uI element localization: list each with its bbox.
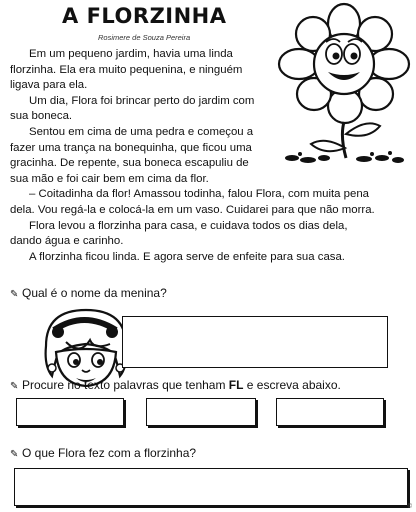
question-2-highlight: FL [228, 378, 244, 392]
pencil-icon: ✎ [10, 449, 19, 460]
question-2 [10, 378, 341, 392]
story-line: sua boneca. [10, 110, 73, 123]
story-line: florzinha. Ela era muito pequenina, e ninguém [10, 63, 243, 76]
story-line: Flora levou a florzinha para casa, e cuidava todos os dias dela, [29, 219, 348, 232]
question-3 [10, 446, 196, 460]
question-2-text: Procure no texto palavras que tenham [22, 378, 229, 392]
question-2-text-end: e escreva abaixo. [243, 378, 341, 392]
answer-box-fl-word-2[interactable] [146, 398, 256, 426]
story-line: sua mão e foi cair bem em cima da flor. [10, 172, 209, 185]
story-line: – Coitadinha da flor! Amassou todinha, falou Flora, com muita pena [29, 188, 370, 201]
answer-box-what-flora-did[interactable] [14, 468, 408, 506]
story-line: fazer uma trança na bonequinha, que ficou uma [10, 141, 252, 154]
story-text [10, 47, 375, 265]
question-1 [10, 286, 167, 300]
page-title: A FLORZINHA [62, 4, 227, 28]
story-line: Um dia, Flora foi brincar perto do jardim com [29, 94, 255, 107]
answer-box-fl-word-1[interactable] [16, 398, 124, 426]
answer-box-fl-word-3[interactable] [276, 398, 384, 426]
story-line: gracinha. De repente, sua boneca escapuliu de [10, 157, 249, 170]
story-line: Sentou em cima de uma pedra e começou a [29, 125, 254, 138]
answer-box-girl-name[interactable] [122, 316, 388, 368]
author-credit: Rosimere de Souza Pereira [98, 33, 191, 42]
pencil-icon: ✎ [10, 381, 19, 392]
copyright-mark: © [407, 504, 412, 510]
question-1-text: Qual é o nome da menina? [22, 286, 167, 300]
question-3-text: O que Flora fez com a florzinha? [22, 446, 197, 460]
story-line: Em um pequeno jardim, havia uma linda [29, 48, 233, 60]
pencil-icon: ✎ [10, 289, 19, 300]
story-line: A florzinha ficou linda. E agora serve de enfeite para sua casa. [29, 250, 345, 263]
story-line: dela. Vou regá-la e colocá-la em um vaso. Cuidarei para que não morra. [10, 203, 375, 216]
story-line: ligava para ela. [10, 79, 88, 92]
story-line: dando água e carinho. [10, 235, 124, 248]
